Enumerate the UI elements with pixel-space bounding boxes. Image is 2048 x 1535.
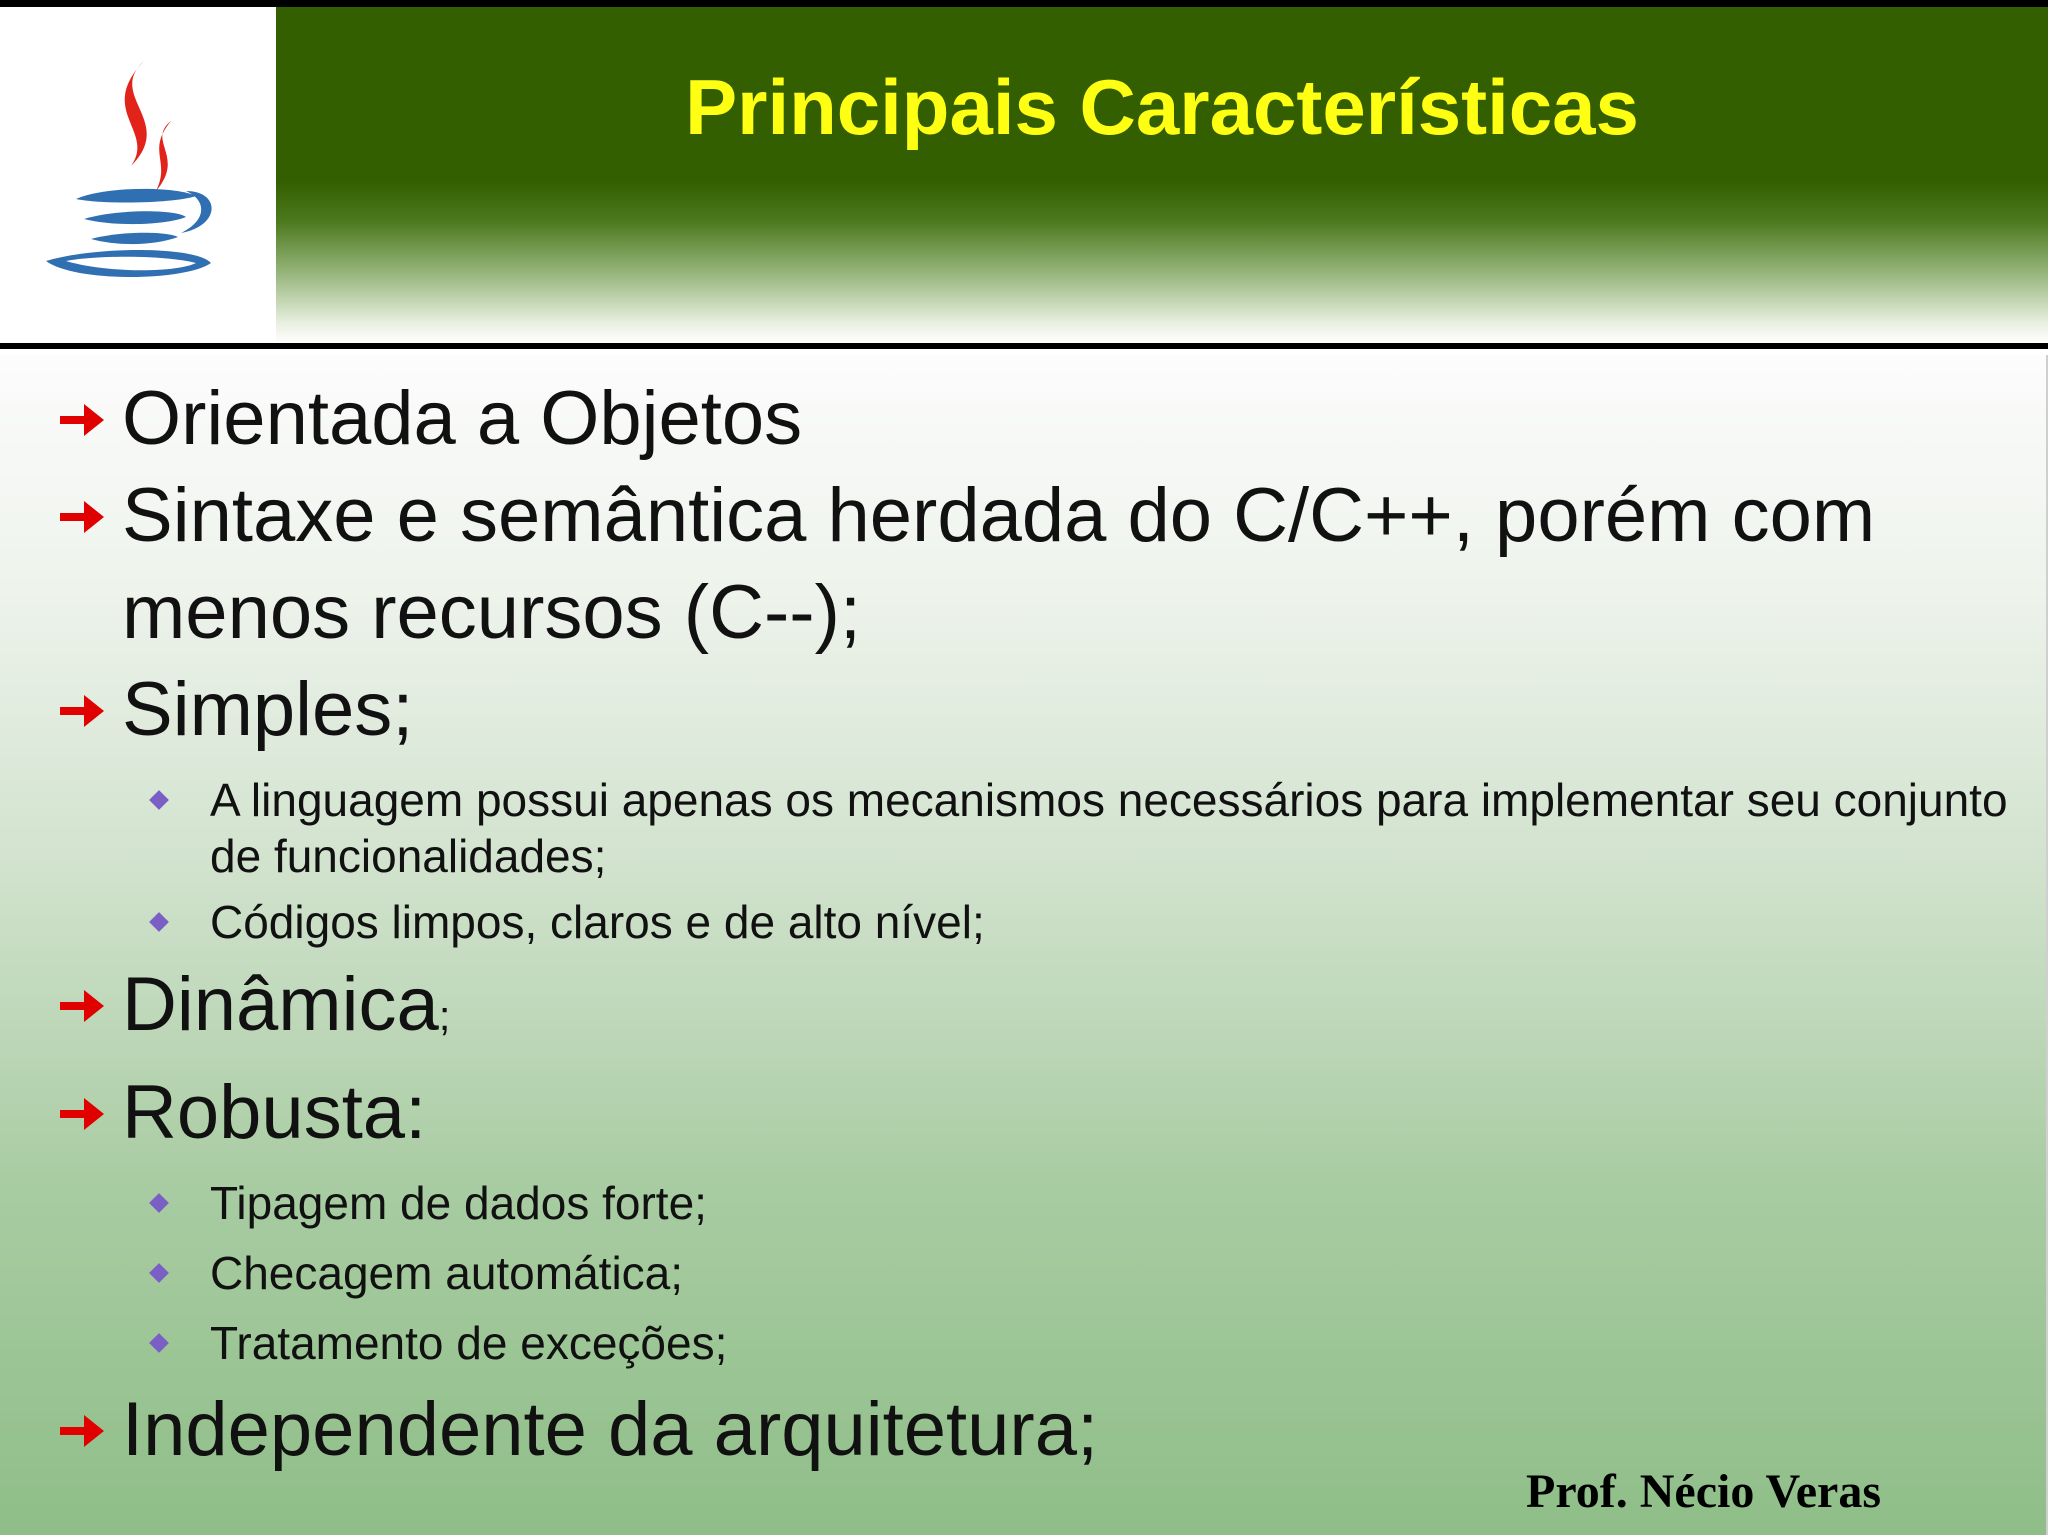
bullet-item: [0, 1064, 2048, 1161]
purple-diamond-icon: [149, 1263, 169, 1283]
red-arrow-icon: [58, 1094, 106, 1134]
header-divider: [0, 343, 2048, 349]
purple-diamond-icon: [149, 912, 169, 932]
purple-diamond-icon: [149, 790, 169, 810]
author-footer: Prof. Nécio Veras: [1526, 1465, 1882, 1518]
sub-bullet-item: [0, 894, 2048, 950]
bullet-item: [0, 467, 2048, 661]
sub-bullet-text: Tipagem de dados forte;: [210, 1177, 707, 1229]
sub-bullet-item: [0, 772, 2048, 884]
logo-area: [0, 7, 276, 343]
bullet-text: Sintaxe e semântica herdada do C/C++, porém com menos recursos (C--);: [122, 473, 1876, 655]
bullet-item: [0, 370, 2048, 467]
sub-bullet-text: Códigos limpos, claros e de alto nível;: [210, 896, 985, 948]
sub-bullet-text: A linguagem possui apenas os mecanismos necessários para implementar seu conjunto de funcionalidades;: [210, 774, 2008, 882]
bullet-text: Simples;: [122, 667, 414, 752]
header-band: [276, 7, 2048, 343]
bullet-text: Dinâmica: [122, 962, 439, 1047]
slide-title: Principais Características: [685, 63, 1639, 151]
sub-bullet-item: [0, 1175, 2048, 1231]
java-logo-icon: [36, 51, 226, 301]
sub-bullet-item: [0, 1245, 2048, 1301]
top-rule: [0, 0, 2048, 7]
red-arrow-icon: [58, 1411, 106, 1451]
bullet-text: Robusta:: [122, 1070, 427, 1155]
bullet-item: [0, 956, 2048, 1064]
purple-diamond-icon: [149, 1193, 169, 1213]
red-arrow-icon: [58, 497, 106, 537]
bullet-item: [0, 661, 2048, 758]
red-arrow-icon: [58, 986, 106, 1026]
red-arrow-icon: [58, 691, 106, 731]
bullet-suffix: ;: [438, 992, 451, 1039]
bullet-list: [0, 370, 2048, 1478]
bullet-text: Orientada a Objetos: [122, 376, 803, 461]
red-arrow-icon: [58, 400, 106, 440]
sub-bullet-text: Checagem automática;: [210, 1247, 684, 1299]
sub-bullet-text: Tratamento de exceções;: [210, 1317, 728, 1369]
sub-bullet-item: [0, 1315, 2048, 1371]
bullet-text: Independente da arquitetura;: [122, 1387, 1099, 1472]
purple-diamond-icon: [149, 1333, 169, 1353]
